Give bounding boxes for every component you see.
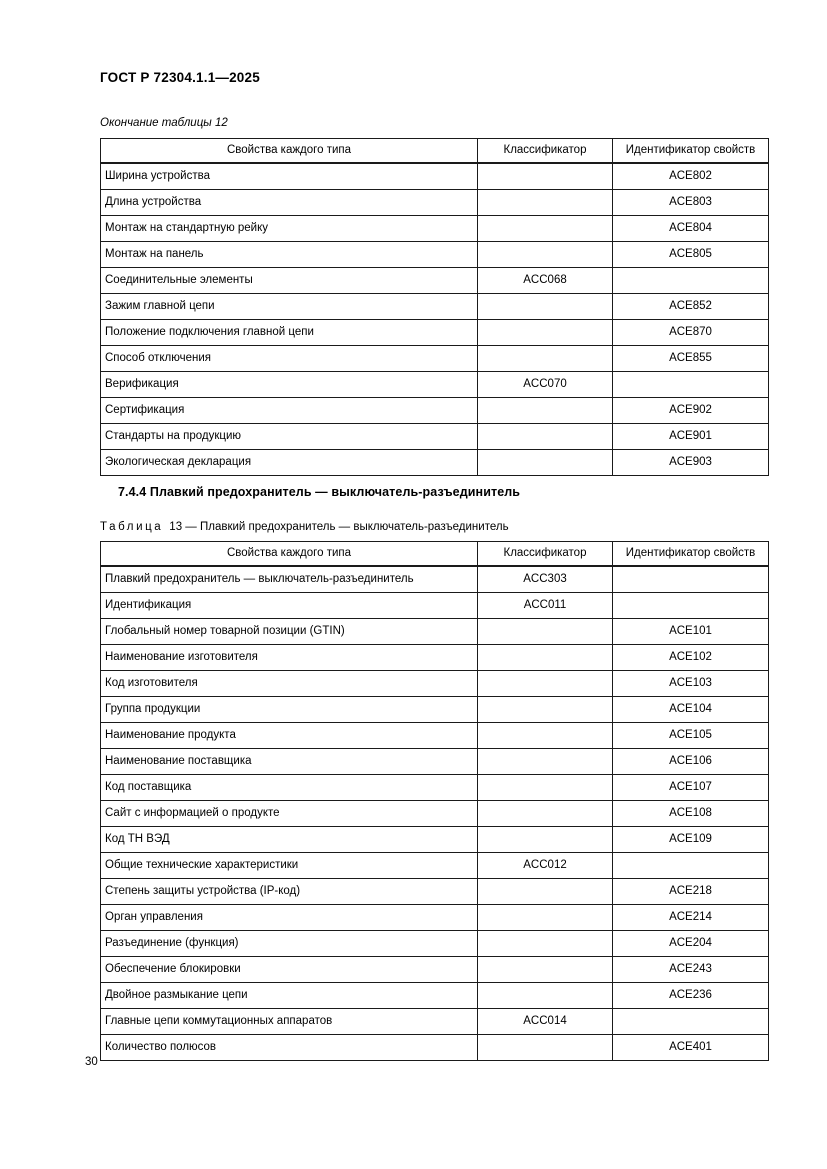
table-row: [101, 242, 769, 268]
cell-identifier: ACE902: [613, 398, 769, 424]
cell-property: Код поставщика: [101, 775, 478, 801]
table-12: [100, 138, 769, 476]
cell-identifier: ACE101: [613, 619, 769, 645]
cell-identifier: ACE105: [613, 723, 769, 749]
cell-classifier: [478, 671, 613, 697]
cell-identifier: [613, 566, 769, 593]
cell-identifier: ACE236: [613, 983, 769, 1009]
table-13-caption-number: 13: [169, 521, 183, 533]
table-row: [101, 983, 769, 1009]
table-row: [101, 268, 769, 294]
cell-identifier: ACE852: [613, 294, 769, 320]
cell-classifier: [478, 931, 613, 957]
table-row: [101, 931, 769, 957]
cell-property: Идентификация: [101, 593, 478, 619]
cell-property: Соединительные элементы: [101, 268, 478, 294]
table-row: [101, 372, 769, 398]
table-row: [101, 346, 769, 372]
cell-classifier: [478, 190, 613, 216]
cell-property: Верификация: [101, 372, 478, 398]
cell-identifier: [613, 372, 769, 398]
cell-identifier: ACE103: [613, 671, 769, 697]
table-row: [101, 593, 769, 619]
table-12-caption: Окончание таблицы 12: [100, 117, 228, 129]
cell-classifier: [478, 697, 613, 723]
cell-identifier: [613, 853, 769, 879]
table-row: [101, 294, 769, 320]
cell-identifier: [613, 268, 769, 294]
table-12-header-row: [101, 139, 769, 164]
cell-property: Способ отключения: [101, 346, 478, 372]
table-row: [101, 424, 769, 450]
cell-identifier: ACE107: [613, 775, 769, 801]
cell-identifier: ACE218: [613, 879, 769, 905]
table-13-caption-word: Таблица: [100, 521, 164, 533]
cell-identifier: [613, 593, 769, 619]
table-row: [101, 957, 769, 983]
cell-classifier: [478, 346, 613, 372]
cell-identifier: ACE901: [613, 424, 769, 450]
table-row: [101, 671, 769, 697]
cell-property: Общие технические характеристики: [101, 853, 478, 879]
cell-property: Степень защиты устройства (IP-код): [101, 879, 478, 905]
cell-property: Наименование изготовителя: [101, 645, 478, 671]
table-row: [101, 566, 769, 593]
cell-classifier: [478, 294, 613, 320]
table-row: [101, 645, 769, 671]
cell-classifier: [478, 320, 613, 346]
cell-classifier: [478, 957, 613, 983]
cell-identifier: ACE106: [613, 749, 769, 775]
cell-classifier: ACC303: [478, 566, 613, 593]
cell-identifier: ACE804: [613, 216, 769, 242]
table-12-body: [101, 163, 769, 476]
cell-property: Положение подключения главной цепи: [101, 320, 478, 346]
table-row: [101, 320, 769, 346]
cell-identifier: ACE204: [613, 931, 769, 957]
table-row: [101, 619, 769, 645]
cell-property: Разъединение (функция): [101, 931, 478, 957]
cell-classifier: [478, 749, 613, 775]
cell-classifier: ACC068: [478, 268, 613, 294]
cell-property: Стандарты на продукцию: [101, 424, 478, 450]
cell-property: Монтаж на панель: [101, 242, 478, 268]
cell-classifier: ACC011: [478, 593, 613, 619]
cell-classifier: [478, 242, 613, 268]
cell-identifier: ACE870: [613, 320, 769, 346]
cell-classifier: [478, 905, 613, 931]
cell-classifier: ACC070: [478, 372, 613, 398]
cell-property: Монтаж на стандартную рейку: [101, 216, 478, 242]
cell-property: Главные цепи коммутационных аппаратов: [101, 1009, 478, 1035]
cell-classifier: [478, 879, 613, 905]
cell-property: Код изготовителя: [101, 671, 478, 697]
cell-property: Наименование поставщика: [101, 749, 478, 775]
table-13-caption-rest: — Плавкий предохранитель — выключатель-разъединитель: [185, 521, 509, 533]
table-13-body: [101, 566, 769, 1061]
table-row: [101, 879, 769, 905]
cell-property: Орган управления: [101, 905, 478, 931]
cell-classifier: [478, 619, 613, 645]
cell-identifier: ACE903: [613, 450, 769, 476]
cell-classifier: [478, 398, 613, 424]
section-heading-7-4-4: 7.4.4 Плавкий предохранитель — выключатель-разъединитель: [118, 485, 521, 499]
cell-classifier: [478, 983, 613, 1009]
cell-identifier: ACE855: [613, 346, 769, 372]
table-row: [101, 905, 769, 931]
cell-property: Ширина устройства: [101, 163, 478, 190]
cell-identifier: ACE805: [613, 242, 769, 268]
cell-identifier: ACE401: [613, 1035, 769, 1061]
column-header-properties: Свойства каждого типа: [101, 139, 478, 164]
cell-classifier: [478, 827, 613, 853]
cell-property: Количество полюсов: [101, 1035, 478, 1061]
table-row: [101, 450, 769, 476]
table-row: [101, 775, 769, 801]
cell-classifier: [478, 775, 613, 801]
table-row: [101, 723, 769, 749]
table-row: [101, 853, 769, 879]
table-row: [101, 163, 769, 190]
table-row: [101, 801, 769, 827]
cell-identifier: ACE108: [613, 801, 769, 827]
cell-identifier: ACE104: [613, 697, 769, 723]
table-row: [101, 398, 769, 424]
table-row: [101, 1035, 769, 1061]
table-13-caption: [100, 521, 509, 533]
cell-property: Обеспечение блокировки: [101, 957, 478, 983]
table-13: [100, 541, 769, 1061]
cell-property: Плавкий предохранитель — выключатель-разъединитель: [101, 566, 478, 593]
cell-property: Экологическая декларация: [101, 450, 478, 476]
cell-property: Группа продукции: [101, 697, 478, 723]
cell-property: Зажим главной цепи: [101, 294, 478, 320]
cell-identifier: ACE109: [613, 827, 769, 853]
table-row: [101, 1009, 769, 1035]
cell-classifier: [478, 1035, 613, 1061]
cell-classifier: [478, 450, 613, 476]
standard-code-header: ГОСТ Р 72304.1.1—2025: [100, 70, 260, 85]
cell-property: Глобальный номер товарной позиции (GTIN): [101, 619, 478, 645]
table-row: [101, 749, 769, 775]
column-header-identifier: Идентификатор свойств: [613, 542, 769, 567]
cell-classifier: [478, 723, 613, 749]
cell-identifier: ACE802: [613, 163, 769, 190]
table-row: [101, 827, 769, 853]
cell-identifier: ACE102: [613, 645, 769, 671]
cell-classifier: [478, 216, 613, 242]
column-header-identifier: Идентификатор свойств: [613, 139, 769, 164]
cell-property: Наименование продукта: [101, 723, 478, 749]
table-13-header-row: [101, 542, 769, 567]
cell-property: Сайт с информацией о продукте: [101, 801, 478, 827]
column-header-properties: Свойства каждого типа: [101, 542, 478, 567]
cell-classifier: [478, 163, 613, 190]
cell-classifier: [478, 645, 613, 671]
cell-property: Код ТН ВЭД: [101, 827, 478, 853]
cell-property: Сертификация: [101, 398, 478, 424]
column-header-classifier: Классификатор: [478, 139, 613, 164]
cell-classifier: ACC012: [478, 853, 613, 879]
cell-property: Длина устройства: [101, 190, 478, 216]
table-row: [101, 216, 769, 242]
cell-identifier: [613, 1009, 769, 1035]
cell-classifier: ACC014: [478, 1009, 613, 1035]
cell-identifier: ACE214: [613, 905, 769, 931]
cell-property: Двойное размыкание цепи: [101, 983, 478, 1009]
table-row: [101, 697, 769, 723]
table-row: [101, 190, 769, 216]
cell-classifier: [478, 801, 613, 827]
page-number: 30: [85, 1056, 98, 1068]
cell-identifier: ACE803: [613, 190, 769, 216]
cell-identifier: ACE243: [613, 957, 769, 983]
cell-classifier: [478, 424, 613, 450]
column-header-classifier: Классификатор: [478, 542, 613, 567]
